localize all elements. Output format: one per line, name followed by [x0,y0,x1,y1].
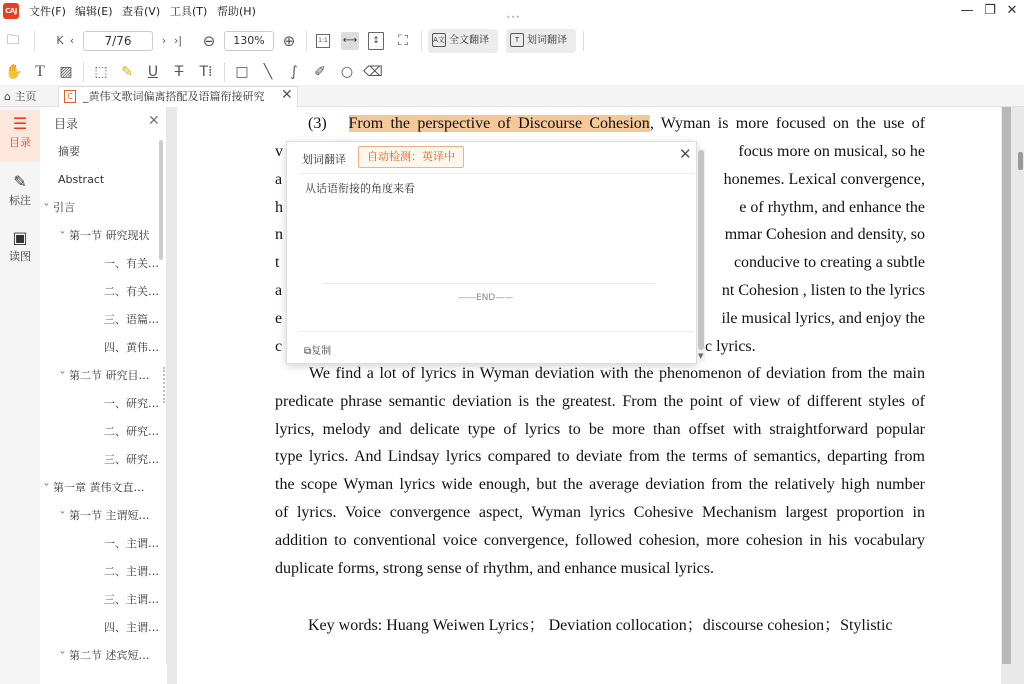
toc-item[interactable] [40,170,160,190]
close-window-button[interactable]: ✕ [1006,3,1018,18]
popup-divider [298,173,694,174]
line-icon[interactable]: ╲ [263,64,273,80]
selected-text-highlight[interactable]: From the perspective of Discourse Cohesion [348,115,650,132]
toc-list [40,142,160,674]
toc-item[interactable] [40,366,160,386]
paragraph [275,363,925,585]
scroll-down-icon[interactable]: ▼ [698,352,704,360]
tab-document-label: _黄伟文歌词偏离搭配及语篇衔接研究 [83,90,265,103]
tab-home-label: 主页 [14,90,37,103]
toc-item[interactable] [40,142,160,162]
full-translate-button[interactable] [428,29,498,53]
chevron-down-icon[interactable]: ˅ [59,511,66,522]
toc-item-label: 一、有关… [104,257,159,270]
rail-image[interactable] [0,224,40,274]
item-number: (3) [308,115,327,132]
toolbar-separator [83,62,84,82]
chevron-down-icon[interactable]: ˅ [59,371,66,382]
toc-item-label: 四、主谓… [104,621,159,634]
underline-icon[interactable]: U [147,64,159,80]
actual-size-icon[interactable]: 1:1 [316,34,330,48]
rail-annotate-label: 标注 [9,194,31,207]
rail-image-label: 读图 [9,250,31,263]
paragraph-line: lyrics, melody and delicate type of lyrics to be more than offset with straightforward popular [275,420,925,438]
image-select-icon[interactable]: ▨ [59,64,73,80]
toc-scrollbar[interactable] [159,140,163,260]
toc-item-label: 第二节 研究目… [69,369,150,382]
toc-item-label: 第二节 述宾短… [69,649,150,662]
line-fragment: n [275,226,283,244]
line-fragment: ile musical lyrics, and enjoy the [721,309,925,327]
zoom-out-icon[interactable]: ⊖ [202,32,216,50]
rail-annotate[interactable] [0,168,40,218]
popup-title: 划词翻译 [302,153,346,166]
keywords-line: Key words: Huang Weiwen Lyrics； Deviation collocation；discourse cohesion；Stylistic [308,617,893,634]
paragraph-line [308,113,925,135]
toc-item[interactable] [40,618,160,638]
line-fragment: nt Cohesion , listen to the lyrics [721,281,925,299]
last-page-icon[interactable]: ›| [173,34,183,47]
right-fragments [705,141,925,363]
toc-item-label: 二、有关… [104,285,159,298]
menu-file[interactable]: 文件(F) [29,5,66,18]
menu-help[interactable]: 帮助(H) [217,5,256,18]
next-page-icon[interactable]: › [161,34,167,47]
paragraph-line: type lyrics. And Lindsay lyrics compared to deviate from the terms of semantics, departing from [275,448,925,466]
text-select-icon[interactable]: T [35,63,45,80]
tab-home[interactable] [4,87,36,106]
popup-divider [298,331,694,332]
menu-tools[interactable]: 工具(T) [170,5,208,18]
line-text: , Wyman is more focused on the use of [649,115,926,132]
toc-item-label: 摘要 [58,145,80,158]
line-fragment: mmar Cohesion and density, so [724,226,925,244]
eraser-icon[interactable]: ⌫ [363,64,383,80]
rail-toc-label: 目录 [9,136,31,149]
menu-view[interactable]: 查看(V) [122,5,161,18]
full-translate-label: 全文翻译 [449,35,489,46]
popup-scrollbar-thumb[interactable] [698,150,704,350]
copy-button[interactable] [304,342,331,357]
image-icon: ▣ [12,228,28,247]
paragraph-line: of lyrics. Voice convergence aspect, Wyman lyrics Cohesive Mechanism largest proportion in [275,503,925,521]
line-fragment: t [275,254,280,272]
toc-item[interactable] [40,646,160,666]
word-translate-label: 划词翻译 [527,35,567,46]
text-box-icon[interactable]: T⁞ [199,64,213,80]
open-folder-icon[interactable]: 🗀 [6,33,20,48]
copy-label: 复制 [311,346,332,357]
highlight-icon[interactable]: ✎ [121,64,133,80]
menu-edit[interactable]: 编辑(E) [75,5,113,18]
language-detect-button[interactable]: 自动检测：英译中 [358,146,464,168]
paragraph-line: addition to conventional voice convergence, followed cohesion, more cohesion in his vocabulary [275,531,925,549]
word-translate-icon: T [510,33,524,47]
toc-item-label: 第一节 主谓短… [69,509,150,522]
toc-item-label: 四、黄伟… [104,341,159,354]
toc-item[interactable] [40,254,160,274]
zoom-in-icon[interactable]: ⊕ [282,32,296,50]
zoom-level-input[interactable]: 130% [224,31,274,51]
fit-page-icon[interactable]: ↕ [368,32,384,50]
translate-icon: A文 [432,33,446,47]
close-toc-icon[interactable]: ✕ [148,113,160,129]
chevron-down-icon[interactable]: ˅ [59,651,66,662]
toc-item[interactable] [40,394,160,414]
chevron-down-icon[interactable]: ˅ [59,231,66,242]
select-tool-icon[interactable]: ⬚ [94,64,108,80]
toc-item[interactable] [40,562,160,582]
caj-file-icon: C [64,90,76,103]
close-tab-icon[interactable]: ✕ [281,87,293,103]
line-fragment: honemes. Lexical convergence, [723,170,925,188]
chevron-down-icon[interactable]: ˅ [43,203,50,214]
toc-item[interactable] [40,422,160,442]
line-fragment: c [275,337,283,355]
toc-item-label: 第一节 研究现状 [69,229,150,242]
hand-tool-icon[interactable]: ✋ [5,64,23,80]
tab-document[interactable] [58,86,298,107]
toc-item-label: 三、研究… [104,453,159,466]
panel-resize-handle[interactable] [163,367,166,403]
paragraph-line: predicate phrase semantic deviation is the greatest. From the point of view of different styles of [275,392,925,410]
first-page-icon[interactable]: K [56,34,64,47]
line-fragment: a [275,281,283,299]
page-number-input[interactable]: 7/76 [83,31,153,51]
toolbar-separator [421,31,422,51]
circle-icon[interactable]: ○ [340,64,354,80]
line-fragment: c lyrics. [705,337,756,355]
pen-annotate-icon: ✎ [13,172,27,191]
toc-item-label: Abstract [58,173,105,186]
minimize-button[interactable]: — [960,3,974,18]
toc-item-label: 三、主谓… [104,593,159,606]
toc-item-label: 三、语篇… [104,313,159,326]
toc-item[interactable] [40,450,160,470]
paragraph-line: We find a lot of lyrics in Wyman deviation with the phenomenon of deviation from the main [309,365,925,382]
popup-divider [322,283,655,284]
line-fragment: conducive to creating a subtle [733,254,925,272]
fit-width-icon[interactable]: ⟷ [341,32,359,50]
rectangle-icon[interactable]: □ [235,64,249,80]
fullscreen-icon[interactable]: ⛶ [398,33,408,49]
document-scrollbar-thumb[interactable] [1018,152,1023,170]
strikethrough-icon[interactable]: T [174,64,184,80]
toc-item[interactable] [40,534,160,554]
toc-item[interactable] [40,506,160,526]
word-translate-button[interactable] [506,29,576,53]
prev-page-icon[interactable]: ‹ [69,34,75,47]
toc-item[interactable] [40,310,160,330]
toolbar-separator [583,31,584,51]
toc-list-icon: ☰ [12,114,28,133]
pencil-icon[interactable]: ✐ [314,64,326,80]
toc-item[interactable] [40,198,160,218]
chevron-down-icon[interactable]: ˅ [43,483,50,494]
drag-grip-icon[interactable]: ••• [506,13,521,22]
line-fragment: h [275,198,283,216]
toc-item[interactable] [40,226,160,246]
toc-item[interactable] [40,590,160,610]
toc-item-label: 第一章 黄伟文直… [53,481,145,494]
paragraph-line: duplicate forms, strong sense of rhythm, and enhance musical lyrics. [275,559,714,577]
line-fragment: focus more on musical, so he [738,143,925,160]
rail-toc[interactable] [0,110,40,162]
app-logo: CAJ [3,3,19,19]
copy-icon: ⧉ [304,346,312,357]
toc-title: 目录 [54,117,79,131]
toc-item-label: 一、研究… [104,397,159,410]
toolbar-separator [306,31,307,51]
curve-icon[interactable]: ∫ [290,64,298,80]
toc-item[interactable] [40,478,160,498]
toc-item-label: 一、主谓… [104,537,159,550]
toc-item-label: 二、研究… [104,425,159,438]
toc-item-label: 引言 [53,201,75,214]
toolbar-separator [34,31,35,51]
paragraph-line: the scope Wyman lyrics wide enough, but the average deviation from the relatively high number [275,476,925,494]
toc-item[interactable] [40,282,160,302]
translation-result: 从话语衔接的角度来看 [305,182,415,195]
line-fragment: v [275,143,283,160]
home-icon: ⌂ [4,90,15,103]
line-fragment: a [275,170,283,188]
toolbar-separator [224,62,225,82]
toc-item[interactable] [40,338,160,358]
document-scrollbar[interactable] [1002,107,1011,664]
end-label: END [476,293,496,303]
toc-item-label: 二、主谓… [104,565,159,578]
popup-close-icon[interactable]: ✕ [679,145,692,163]
line-fragment: e [275,309,283,327]
end-marker: ——END—— [458,293,514,303]
line-fragment: e of rhythm, and enhance the [739,198,925,216]
restore-button[interactable]: ❐ [984,3,996,18]
